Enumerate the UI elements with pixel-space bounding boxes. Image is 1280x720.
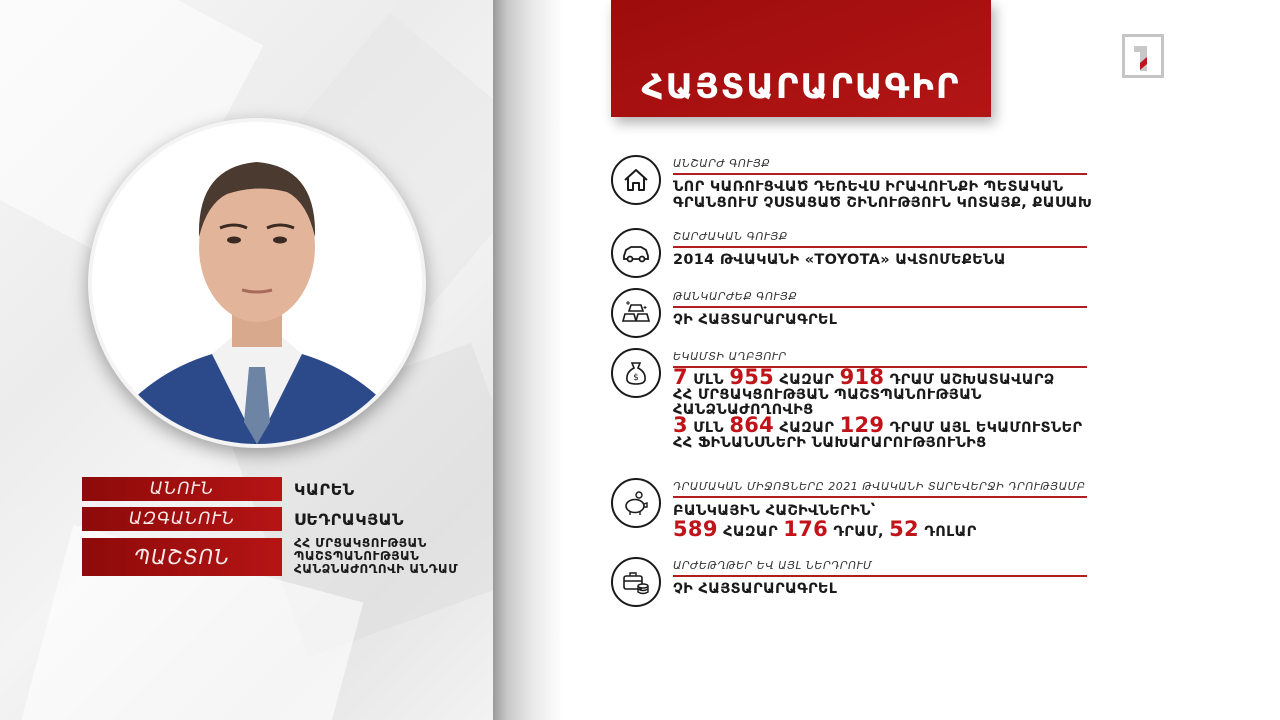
section-real-estate <box>611 155 1131 225</box>
position-line: ՊԱՇՏՊԱՆՈՒԹՅԱՆ <box>294 549 420 563</box>
income-type: ԴՐԱՄ ԱՇԽԱՏԱՎԱՐՁ <box>889 372 1055 388</box>
income-source-line: ՀՀ ՖԻՆԱՆՍՆԵՐԻ ՆԱԽԱՐԱՐՈՒԹՅՈՒՆԻՑ <box>673 435 987 451</box>
amount-number: 52 <box>889 517 919 541</box>
person-portrait-illustration <box>92 122 422 444</box>
income-source-line: ՀԱՆՁՆԱԺՈՂՈՎԻՑ <box>673 402 814 418</box>
unit-word: ԴՐԱՄ, <box>833 524 884 540</box>
amount-number: 3 <box>673 413 688 437</box>
unit-word: ԴՈԼԱՐ <box>924 524 977 540</box>
unit-word: ՀԱԶԱՐ <box>779 420 835 436</box>
section-label: ԵԿԱՄՏԻ ԱՂԲՅՈՒՐ <box>673 350 787 363</box>
section-label: ԹԱՆԿԱՐԺԵՔ ԳՈՒՅՔ <box>673 290 798 303</box>
position-line: ՀԱՆՁՆԱԺՈՂՈՎԻ ԱՆԴԱՄ <box>294 562 459 576</box>
left-panel <box>0 0 493 720</box>
info-row-first-name <box>82 477 355 501</box>
section-divider <box>673 496 1087 498</box>
body-line: ԳՐԱՆՑՈՒՄ ՉՍՏԱՑԱԾ ՇԻՆՈՒԹՅՈՒՆ ԿՈՏԱՅՔ, ՔԱՍԱԽ <box>673 195 1093 211</box>
channel-one-logo-icon <box>1125 37 1161 75</box>
section-valuables <box>611 288 1131 343</box>
amount-number: 129 <box>839 413 885 437</box>
section-divider <box>673 575 1087 577</box>
last-name-value: ՍԵԴՐԱԿՅԱՆ <box>294 509 405 529</box>
car-icon <box>611 228 661 278</box>
last-name-label: ԱԶԳԱՆՈՒՆ <box>82 507 282 531</box>
section-income-sources <box>611 348 1131 473</box>
portrait-photo <box>88 118 426 448</box>
house-icon <box>611 155 661 205</box>
amount-number: 589 <box>673 517 718 541</box>
section-body <box>673 312 837 328</box>
info-row-last-name <box>82 507 404 531</box>
unit-word: ՄԼՆ <box>693 420 724 436</box>
unit-word: ՄԼՆ <box>693 372 724 388</box>
first-name-value: ԿԱՐԵՆ <box>294 479 355 499</box>
panel-fold-shadow <box>493 0 563 720</box>
section-label: ԴՐԱՄԱԿԱՆ ՄԻՋՈՑՆԵՐԸ 2021 ԹՎԱԿԱՆԻ ՏԱՐԵՎԵՐՋԻ ԴՐՈՒԹՅԱՄԲ <box>673 480 1086 493</box>
section-body <box>673 365 1083 451</box>
section-body <box>673 179 1092 211</box>
unit-word: ՀԱԶԱՐ <box>779 372 835 388</box>
section-label: ՇԱՐԺԱԿԱՆ ԳՈՒՅՔ <box>673 230 788 243</box>
position-label: ՊԱՇՏՈՆ <box>82 538 282 576</box>
income-type: ԴՐԱՄ ԱՅԼ ԵԿԱՄՈՒՏՆԵՐ <box>889 420 1083 436</box>
cash-amount-line <box>673 517 977 541</box>
section-label: ԱՐԺԵԹՂԹԵՐ ԵՎ ԱՅԼ ՆԵՐԴՐՈՒՄ <box>673 559 873 572</box>
section-label: ԱՆՇԱՐԺ ԳՈՒՅՔ <box>673 157 771 170</box>
amount-number: 864 <box>729 413 775 437</box>
info-row-position <box>82 537 458 576</box>
body-line: ՉԻ ՀԱՅՏԱՐԱՐԱԳՐԵԼ <box>673 581 838 597</box>
section-cash-funds <box>611 478 1131 548</box>
unit-word: ՀԱԶԱՐ <box>723 524 778 540</box>
position-line: ՀՀ ՄՐՑԱԿՑՈՒԹՅԱՆ <box>294 536 427 550</box>
amount-number: 955 <box>729 365 775 389</box>
position-value <box>294 537 458 576</box>
income-source-line: ՀՀ ՄՐՑԱԿՑՈՒԹՅԱՆ ՊԱՇՏՊԱՆՈՒԹՅԱՆ <box>673 387 982 403</box>
section-divider <box>673 173 1087 175</box>
section-divider <box>673 246 1087 248</box>
body-line: ԲԱՆԿԱՅԻՆ ՀԱՇԻՎՆԵՐԻՆ՝ <box>673 503 876 519</box>
section-body <box>673 252 1006 268</box>
income-amount-line <box>673 413 1083 437</box>
body-line: ՆՈՐ ԿԱՌՈՒՑՎԱԾ ԴԵՌԵՎՍ ԻՐԱՎՈՒՆՔԻ ՊԵՏԱԿԱՆ <box>673 179 1064 195</box>
page-title: ՀԱՅՏԱՐԱՐԱԳԻՐ <box>641 67 961 107</box>
section-movable-property <box>611 228 1131 283</box>
title-banner <box>611 0 991 117</box>
body-line: ՉԻ ՀԱՅՏԱՐԱՐԱԳՐԵԼ <box>673 312 838 328</box>
gold-bars-icon <box>611 288 661 338</box>
first-name-label: ԱՆՈՒՆ <box>82 477 282 501</box>
amount-number: 7 <box>673 365 688 389</box>
body-line: 2014 ԹՎԱԿԱՆԻ «TOYOTA» ԱՎՏՈՄԵՔԵՆԱ <box>673 252 1006 268</box>
income-amount-line <box>673 365 1082 389</box>
section-body <box>673 581 837 597</box>
piggy-bank-icon <box>611 478 661 528</box>
amount-number: 918 <box>839 365 885 389</box>
channel-logo <box>1122 34 1164 78</box>
amount-number: 176 <box>783 517 829 541</box>
briefcase-coins-icon <box>611 557 661 607</box>
section-securities <box>611 557 1131 612</box>
section-divider <box>673 306 1087 308</box>
svg-text:$: $ <box>633 373 639 383</box>
section-body <box>673 502 977 541</box>
money-bag-icon <box>611 348 661 398</box>
